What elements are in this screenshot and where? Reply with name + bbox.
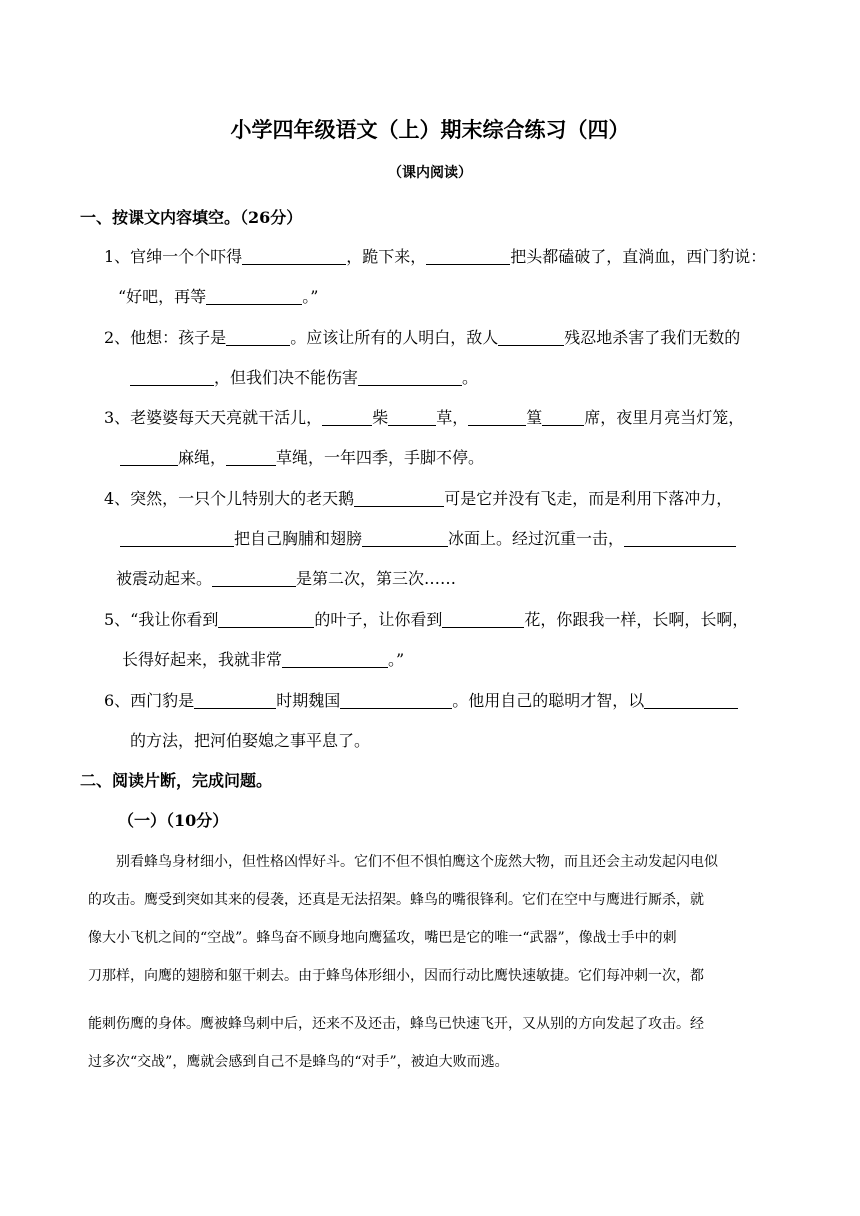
question-1-line-1: 1、官绅一个个吓得 ，跪下来， 把头都磕破了，直淌血，西门豹说： [104,247,767,266]
blank[interactable] [130,369,214,386]
passage-line: 别看蜂鸟身材细小，但性格凶悍好斗。它们不但不惧怕鹰这个庞然大物，而且还会主动发起闪电似 [116,854,718,870]
blank[interactable] [226,329,290,346]
question-5-line-1: 5、“我让你看到 的叶子，让你看到 花，你跟我一样，长啊，长啊， [104,610,749,629]
blank[interactable] [194,692,276,709]
question-4-line-2: 把自己胸脯和翅膀 冰面上。经过沉重一击， [120,526,736,549]
question-2-line-2: ，但我们决不能伤害 。 [130,365,478,388]
passage-line: 过多次“交战”，鹰就会感到自己不是蜂鸟的“对手”，被迫大败而逃。 [88,1054,509,1070]
blank[interactable] [212,570,296,587]
blank[interactable] [442,611,524,628]
passage-line: 刀那样，向鹰的翅膀和躯干刺去。由于蜂鸟体形细小，因而行动比鹰快速敏捷。它们每冲刺一次，都 [88,968,704,984]
blank[interactable] [242,248,346,265]
question-4-line-3: 被震动起来。 是第二次，第三次…… [116,569,457,588]
question-1-line-2: “好吧，再等 。” [118,287,319,306]
blank[interactable] [120,449,178,466]
blank[interactable] [362,530,448,547]
blank[interactable] [206,288,302,305]
blank[interactable] [498,329,564,346]
question-6-line-2: 的方法，把河伯娶媳之事平息了。 [130,731,371,750]
blank[interactable] [354,490,444,507]
question-5-line-2: 长得好起来，我就非常 。” [122,650,405,669]
blank[interactable] [322,409,372,426]
passage-line: 像大小飞机之间的“空战”。蜂鸟奋不顾身地向鹰猛攻，嘴巴是它的唯一“武器”，像战士手中的刺 [88,930,677,946]
passage-line: 能刺伤鹰的身体。鹰被蜂鸟刺中后，还来不及还击，蜂鸟已快速飞开，又从别的方向发起了攻击。经 [88,1016,704,1032]
question-4-line-1: 4、突然，一只个儿特别大的老天鹅 可是它并没有飞走，而是利用下落冲力， [104,489,733,508]
blank[interactable] [542,409,584,426]
blank[interactable] [120,530,234,547]
blank[interactable] [282,651,388,668]
passage-line: 的攻击。鹰受到突如其来的侵袭，还真是无法招架。蜂鸟的嘴很锋利。它们在空中与鹰进行厮杀，就 [88,892,704,908]
question-6-line-1: 6、西门豹是 时期魏国 。他用自己的聪明才智，以 [104,688,738,711]
page-subtitle: （课内阅读） [388,165,472,181]
section1-heading: 一、按课文内容填空。（26分） [80,208,303,227]
blank[interactable] [226,449,276,466]
part1-heading: （一）（10分） [118,811,229,830]
question-3-line-1: 3、老婆婆每天天亮就干活儿， 柴 草， 篁 席，夜里月亮当灯笼， [104,408,745,427]
blank[interactable] [340,692,452,709]
blank[interactable] [644,692,738,709]
blank[interactable] [358,369,462,386]
page-title: 小学四年级语文（上）期末综合练习（四） [230,117,630,142]
blank[interactable] [468,409,526,426]
question-2-line-1: 2、他想：孩子是 。应该让所有的人明白，敌人 残忍地杀害了我们无数的 [104,328,741,347]
blank[interactable] [218,611,314,628]
blank[interactable] [388,409,436,426]
section2-heading: 二、阅读片断，完成问题。 [80,771,273,790]
blank[interactable] [624,530,736,547]
question-3-line-2: 麻绳， 草绳，一年四季，手脚不停。 [120,445,484,468]
blank[interactable] [426,248,510,265]
